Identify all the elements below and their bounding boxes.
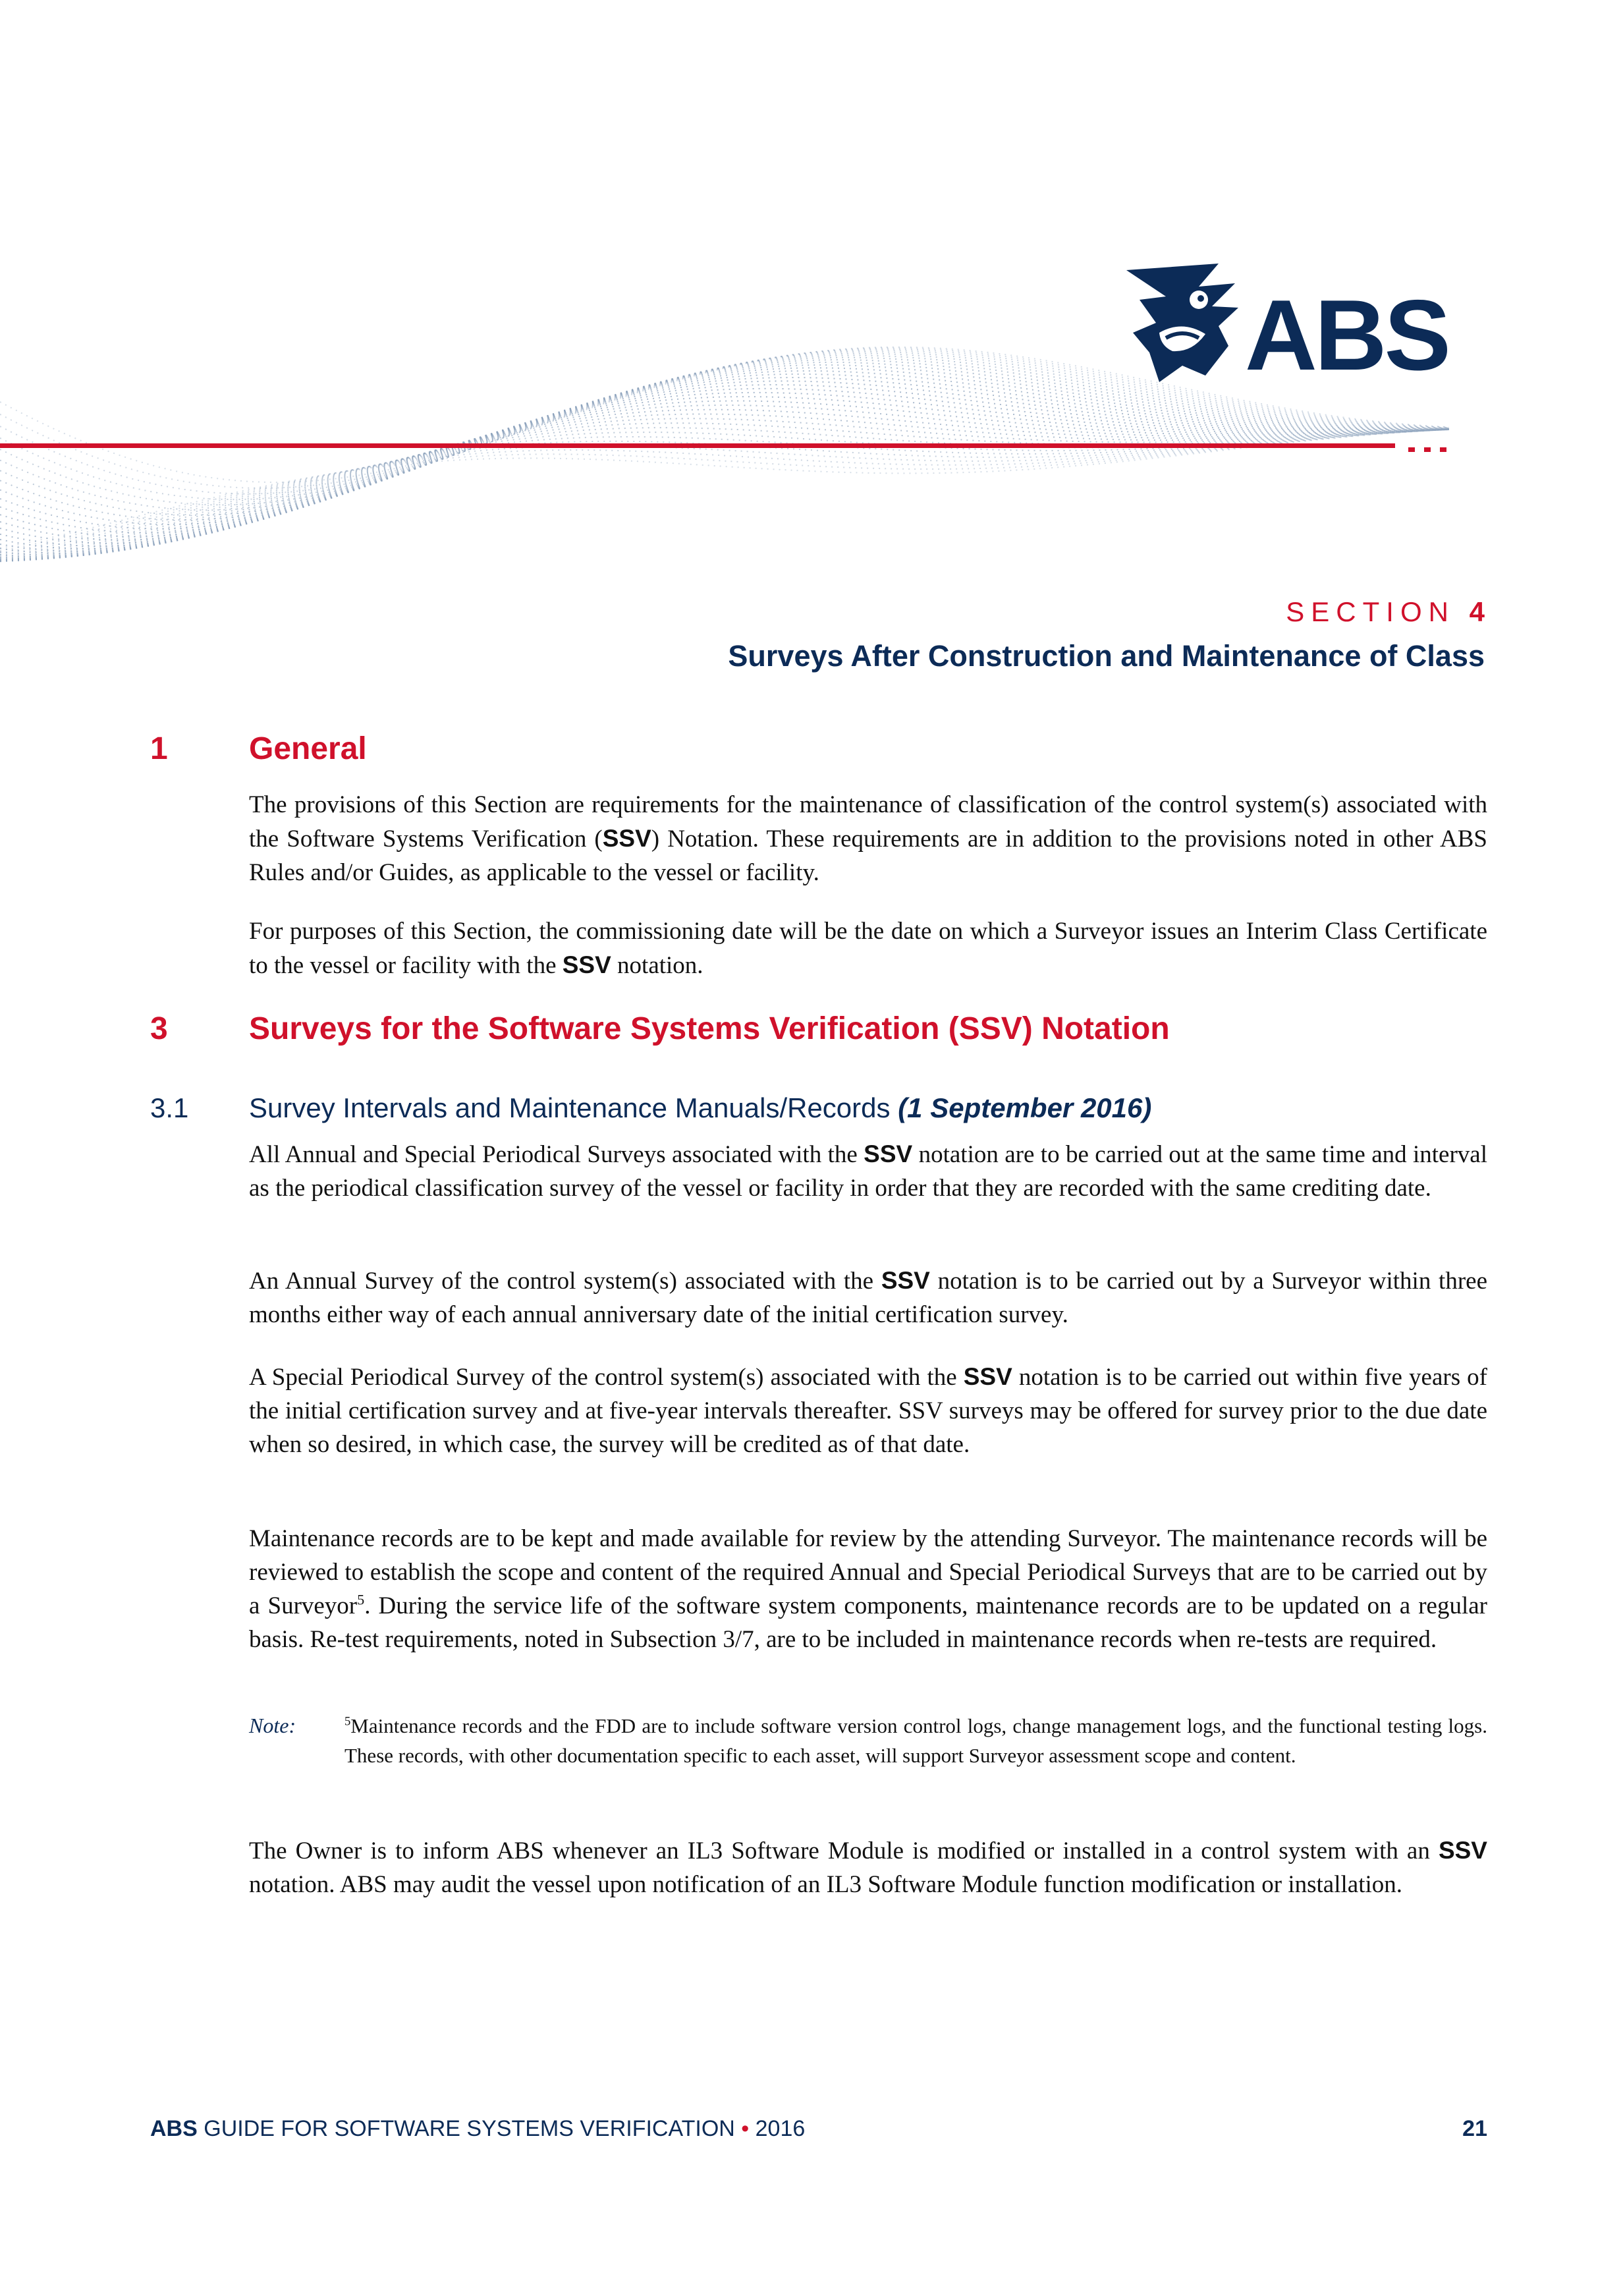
text-run: The Owner is to inform ABS whenever an IL3 Software Module is modified or installed in a control system with an xyxy=(249,1837,1439,1864)
intervals-paragraph-5 xyxy=(249,1834,1487,1901)
footer-abs: ABS xyxy=(150,2116,198,2141)
wave-line xyxy=(0,405,1449,559)
wave-line xyxy=(0,430,1449,560)
heading-survey-intervals xyxy=(150,1092,1151,1125)
wave-line xyxy=(0,430,1449,555)
ssv-notation: SSV xyxy=(963,1363,1012,1390)
ssv-notation: SSV xyxy=(1438,1837,1487,1864)
footnote-ref: 5 xyxy=(344,1714,351,1729)
footer-bullet: • xyxy=(741,2116,750,2141)
page-footer xyxy=(150,2116,1487,2142)
ssv-notation: SSV xyxy=(864,1140,913,1167)
text-run: notation are to be carried out at the same time and interval as the periodical classification survey of the vessel or facility in order that they are recorded with the same crediting date. xyxy=(249,1141,1487,1202)
note-text xyxy=(344,1711,1487,1770)
intervals-paragraph-1 xyxy=(249,1137,1487,1205)
heading-number: 3 xyxy=(150,1011,168,1046)
wave-line xyxy=(0,378,1449,546)
text-run: Maintenance records are to be kept and made available for review by the attending Surveyor. The maintenance records will be reviewed to establish the scope and content of the required Annual and Special Periodical Surveys that are to be carried out by a Surveyor xyxy=(249,1525,1487,1619)
heading-date: (1 September 2016) xyxy=(898,1092,1152,1123)
text-run: An Annual Survey of the control system(s) associated with the xyxy=(249,1268,881,1295)
wave-line xyxy=(0,381,1449,549)
heading-general xyxy=(150,730,367,768)
wave-line xyxy=(0,374,1449,544)
text-run: Maintenance records and the FDD are to include software version control logs, change management logs, and the functional testing logs. These records, with other documentation specific to each asset, will support Surveyor assessment scope and content. xyxy=(344,1714,1487,1767)
text-run: notation is to be carried out within five years of the initial certification survey and at five-year intervals thereafter. SSV surveys may be offered for survey prior to the due date when so desired, in which case, the survey will be credited as of that date. xyxy=(249,1364,1487,1458)
logo-wordmark: ABS xyxy=(1245,279,1448,391)
heading-text: Survey Intervals and Maintenance Manuals/Records xyxy=(249,1092,898,1123)
heading-text: Surveys for the Software Systems Verification (SSV) Notation xyxy=(249,1011,1170,1046)
section-label-text: SECTION xyxy=(1286,596,1455,627)
ssv-notation: SSV xyxy=(881,1267,930,1294)
wave-line xyxy=(0,397,1449,557)
heading-number: 3.1 xyxy=(150,1092,189,1123)
footnote-ref: 5 xyxy=(357,1591,365,1608)
wave-line xyxy=(0,430,1449,557)
wave-line xyxy=(0,385,1449,551)
text-run: ) Notation. These requirements are in addition to the provisions noted in other ABS Rules and/or Guides, as applicable to the vessel or facility. xyxy=(249,826,1487,886)
abs-logo xyxy=(1120,260,1489,392)
header-rule-dots xyxy=(1408,443,1456,455)
page-number: 21 xyxy=(1462,2116,1487,2141)
footer-title: GUIDE FOR SOFTWARE SYSTEMS VERIFICATION xyxy=(197,2116,742,2141)
general-paragraph-2 xyxy=(249,914,1487,982)
text-run: notation is to be carried out by a Surveyor within three months either way of each annual anniversary date of the initial certification survey. xyxy=(249,1268,1487,1328)
intervals-paragraph-2 xyxy=(249,1264,1487,1331)
section-label xyxy=(1286,596,1485,628)
text-run: All Annual and Special Periodical Surveys associated with the xyxy=(249,1141,864,1168)
text-run: . During the service life of the software system components, maintenance records are to be updated on a regular basis. Re-test requirements, noted in Subsection 3/7, are to be included in maintenance records when re-tests are required. xyxy=(249,1592,1487,1653)
section-title: Surveys After Construction and Maintenance of Class xyxy=(728,639,1485,673)
ssv-notation: SSV xyxy=(562,951,611,978)
text-run: notation. ABS may audit the vessel upon notification of an IL3 Software Module function modification or installation. xyxy=(249,1871,1403,1898)
wave-line xyxy=(0,414,1449,561)
text-run: A Special Periodical Survey of the control system(s) associated with the xyxy=(249,1364,964,1391)
footer-year: 2016 xyxy=(749,2116,806,2141)
ssv-notation: SSV xyxy=(602,825,651,852)
note-label: Note: xyxy=(249,1714,296,1737)
section-number: 4 xyxy=(1469,596,1485,627)
heading-text: General xyxy=(249,731,367,766)
general-paragraph-1 xyxy=(249,788,1487,889)
eagle-emblem-icon xyxy=(1120,260,1252,392)
heading-number: 1 xyxy=(150,731,168,766)
header-red-rule xyxy=(0,443,1395,448)
text-run: For purposes of this Section, the commissioning date will be the date on which a Surveyor issues an Interim Class Certificate to the vessel or facility with the xyxy=(249,918,1487,979)
wave-line xyxy=(0,430,1449,553)
intervals-paragraph-3 xyxy=(249,1360,1487,1461)
heading-surveys xyxy=(150,1010,1170,1048)
intervals-paragraph-4 xyxy=(249,1522,1487,1656)
text-run: The provisions of this Section are requirements for the maintenance of classification of the control system(s) associated with the Software Systems Verification ( xyxy=(249,791,1487,853)
text-run: notation. xyxy=(611,952,703,979)
wave-line xyxy=(0,430,1449,559)
